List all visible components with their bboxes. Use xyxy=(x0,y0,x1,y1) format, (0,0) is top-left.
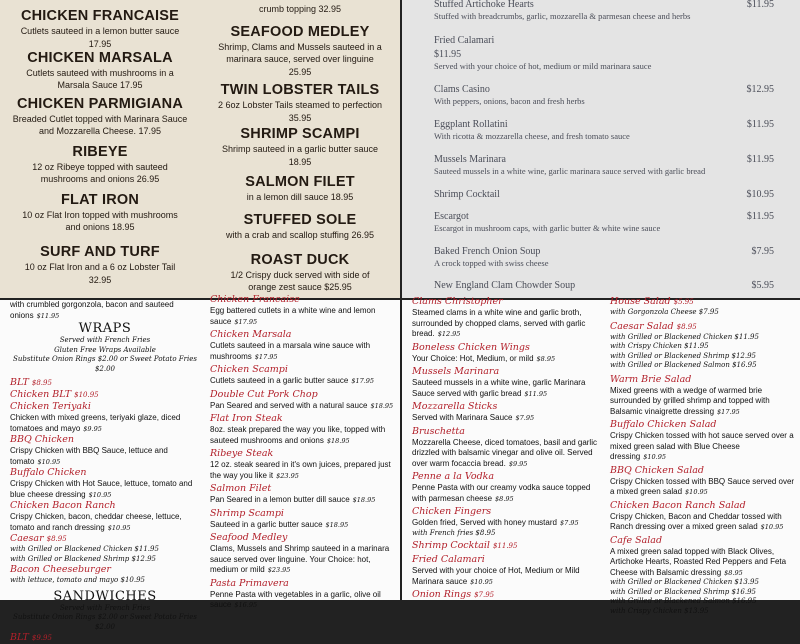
item-name: Flat Iron Steak xyxy=(210,413,283,424)
wraps-note: Served with French Fries xyxy=(59,336,151,344)
item-option: with Grilled or Blackened Shrimp $16.95 xyxy=(610,587,757,596)
sandwiches-note: Substitute Onion Rings $2.00 or Sweet Potato Fries $2.00 xyxy=(13,613,197,631)
item-name: Eggplant Rollatini xyxy=(434,119,508,130)
item-desc: Golden fried, Served with honey mustard $7.95 xyxy=(412,518,579,527)
item-desc: Crispy Chicken tossed with BBQ Sauce served over a mixed green salad $10.95 xyxy=(610,476,795,496)
menu-item xyxy=(412,471,600,504)
item-price: $12.95 xyxy=(746,84,774,95)
menu-item xyxy=(210,364,396,387)
item-name: Fried Calamari xyxy=(434,35,495,46)
item-option: with French fries $8.95 xyxy=(412,528,496,537)
item-name: Buffalo Chicken Salad xyxy=(610,419,717,430)
menu-item xyxy=(412,589,600,601)
menu-item xyxy=(210,508,396,531)
menu-item xyxy=(412,342,600,365)
item-name: New England Clam Chowder Soup xyxy=(434,280,576,291)
item-option: with Grilled or Blackened Salmon $16.95 xyxy=(610,361,757,369)
item-desc: Crispy Chicken with Hot Sauce, lettuce, tomato and blue cheese dressing $10.95 xyxy=(10,479,193,499)
item-price: $11.95 xyxy=(746,154,774,165)
item-desc: A crock topped with swiss cheese xyxy=(434,258,549,268)
item-price: $11.95 xyxy=(746,211,774,222)
item-desc: Pan Seared and served with a natural sauce $18.95 xyxy=(210,400,394,410)
item-price: $11.95 xyxy=(434,49,462,60)
item-name: Cafe Salad xyxy=(610,534,663,546)
entrees-photo xyxy=(0,0,400,298)
item-name: Chicken Teriyaki xyxy=(10,401,91,412)
item-name: Shrimp Cocktail $11.95 xyxy=(412,540,518,551)
menu-item xyxy=(202,2,398,15)
item-price: 17.95 xyxy=(88,39,112,49)
menu-item xyxy=(2,50,198,91)
menu-item xyxy=(202,212,398,241)
item-desc: with a crab and scallop stuffing 26.95 xyxy=(226,230,374,240)
item-price: $10.95 xyxy=(746,189,774,200)
item-option: with Grilled or Blackened Salmon $16.95 xyxy=(610,597,757,605)
item-option: with Grilled or Blackened Shrimp $12.95 xyxy=(10,554,157,563)
menu-item xyxy=(412,366,600,399)
wraps-note: Gluten Free Wraps Available xyxy=(54,345,156,354)
item-desc: Cutlets sauteed in a lemon butter sauce xyxy=(20,26,180,36)
item-name: Pasta Primavera xyxy=(210,577,289,589)
menu-item xyxy=(434,189,774,200)
menu-item xyxy=(434,119,774,142)
item-name: Chicken BLT $10.95 xyxy=(10,389,99,400)
item-name: Clams Christopher xyxy=(412,296,503,307)
item-desc: Served with your choice of Hot, Medium or Mild Marinara sauce $10.95 xyxy=(412,566,580,586)
item-option: with Grilled or Blackened Shrimp $12.95 xyxy=(610,351,757,360)
item-desc: A mixed green salad topped with Black Olives, Artichoke Hearts, Roasted Red Peppers and Feta Cheese with Balsamic dressing $8.95 xyxy=(610,546,787,577)
item-desc: Penne Pasta with our creamy vodka sauce topped with parmesan cheese $8.95 xyxy=(412,483,591,503)
item-desc: Penne Pasta with vegetables in a garlic, olive oil sauce $16.95 xyxy=(210,589,381,609)
appetizers-photo xyxy=(402,0,800,298)
menu-item xyxy=(202,126,398,168)
item-name: Mussels Marinara xyxy=(434,154,506,165)
item-name: Onion Rings $7.95 xyxy=(412,589,495,600)
item-name: RIBEYE xyxy=(72,144,128,160)
menu-item xyxy=(434,35,774,72)
item-name: SURF AND TURF xyxy=(40,244,160,260)
item-name: CHICKEN MARSALA xyxy=(27,50,173,66)
item-desc: 12 oz. steak seared in it's own juices, prepared just the way you like it $23.95 xyxy=(210,460,391,480)
salads-column xyxy=(610,296,796,616)
item-desc: Your Choice: Hot, Medium, or mild $8.95 xyxy=(412,353,556,363)
item-name: Chicken Fingers xyxy=(412,506,492,517)
item-desc: Shrimp sauteed in a garlic butter sauce xyxy=(221,144,379,154)
menu-item xyxy=(434,0,774,22)
menu-item xyxy=(202,252,398,293)
item-desc: 10 oz Flat Iron and a 6 oz Lobster Tail xyxy=(24,262,176,272)
item-desc: Egg battered cutlets in a white wine and lemon sauce $17.95 xyxy=(210,306,376,326)
item-price: $11.95 xyxy=(746,119,774,130)
appetizers-column xyxy=(412,296,600,603)
item-name: Caesar Salad $8.95 xyxy=(610,320,697,332)
item-name: Stuffed Artichoke Hearts xyxy=(434,0,534,10)
item-option: with Grilled or Blackened Chicken $11.95 xyxy=(10,545,159,553)
item-name: Ribeye Steak xyxy=(210,448,274,459)
item-name: Caesar $8.95 xyxy=(10,533,67,544)
item-option: with Grilled or Blackened Chicken $11.95 xyxy=(610,332,759,341)
item-desc: 2 6oz Lobster Tails steamed to perfection xyxy=(218,100,382,110)
menu-item xyxy=(2,244,198,286)
item-name: Bruschetta xyxy=(412,425,465,437)
menu-item xyxy=(210,448,396,481)
item-name: Buffalo Chicken xyxy=(10,467,87,478)
item-desc: Pan Seared in a lemon butter dill sauce $18.95 xyxy=(210,495,376,504)
item-desc: 10 oz Flat Iron topped with mushrooms and onions 18.95 xyxy=(22,210,178,232)
item-name: Double Cut Pork Chop xyxy=(210,388,318,400)
item-desc: Shrimp, Clams and Mussels sauteed in a marinara sauce, served over linguine xyxy=(218,42,382,64)
menu-item xyxy=(412,296,600,340)
item-desc: Crispy Chicken, Bacon and Cheddar tossed with Ranch dressing over a mixed green salad $10.95 xyxy=(610,511,784,531)
item-desc: Sauteed mussels in a white wine, garlic Marinara Sauce served with garlic bread $11.95 xyxy=(412,378,586,398)
item-desc: Chicken with mixed greens, teriyaki glaze, diced tomatoes and mayo $9.95 xyxy=(10,413,181,433)
item-name: Salmon Filet xyxy=(210,483,272,494)
item-desc: Stuffed with breadcrumbs, garlic, mozzarella & parmesan cheese and herbs xyxy=(434,11,691,21)
item-desc: Escargot in mushroom caps, with garlic butter & white wine sauce xyxy=(434,223,661,233)
item-name: Clams Casino xyxy=(434,84,490,95)
item-desc: 1/2 Crispy duck served with side of orange zest sauce $25.95 xyxy=(230,270,370,292)
item-desc: 8oz. steak prepared the way you like, topped with sauteed mushrooms and onions $18.95 xyxy=(210,425,386,445)
wraps-column xyxy=(10,300,200,644)
item-desc: Cutlets sauteed in a garlic butter sauce $17.95 xyxy=(210,376,375,385)
menu-item xyxy=(434,84,774,107)
item-name: Shrimp Cocktail xyxy=(434,189,500,200)
item-name: ROAST DUCK xyxy=(250,252,350,268)
item-name: Baked French Onion Soup xyxy=(434,246,541,257)
item-name: House Salad $5.95 xyxy=(610,296,694,307)
item-desc: in a lemon dill sauce 18.95 xyxy=(246,192,354,202)
entrees-column xyxy=(210,294,396,613)
menu-item xyxy=(210,578,396,611)
item-desc: With peppers, onions, bacon and fresh herbs xyxy=(434,96,585,106)
menu-item xyxy=(2,96,198,137)
lunch-menu-photo xyxy=(0,294,400,643)
menu-item xyxy=(210,532,396,576)
wraps-heading: WRAPS xyxy=(78,321,132,336)
item-desc: 12 oz Ribeye topped with sauteed mushrooms and onions 26.95 xyxy=(32,162,168,184)
lunch-menu-photo-2 xyxy=(402,296,800,615)
item-desc: Clams, Mussels and Shrimp sauteed in a marinara sauce served over linguine. Your Choice: hot, medium or mild $23.95 xyxy=(210,544,390,574)
item-price: 35.95 xyxy=(288,113,312,123)
menu-item xyxy=(412,506,600,538)
item-name: Mozzarella Sticks xyxy=(412,401,498,412)
item-name: Mussels Marinara xyxy=(412,366,500,377)
menu-item xyxy=(412,554,600,587)
menu-item xyxy=(434,280,774,291)
item-name: BLT $8.95 xyxy=(10,377,52,388)
item-option: with Gorgonzola Cheese $7.95 xyxy=(610,308,719,316)
menu-item xyxy=(210,329,396,362)
item-name: SALMON FILET xyxy=(245,174,355,190)
item-name: BBQ Chicken Salad xyxy=(610,464,704,476)
menu-item xyxy=(412,540,600,552)
item-price: $11.95 xyxy=(746,0,774,10)
item-desc: Crispy Chicken tossed with hot sauce served over a mixed green salad with Blue Cheese dressing $10.95 xyxy=(610,431,794,461)
item-price: $7.95 xyxy=(751,246,774,257)
item-name: Chicken Bacon Ranch xyxy=(10,500,116,511)
menu-item xyxy=(210,413,396,446)
item-price: 25.95 xyxy=(288,67,312,77)
item-name: Escargot xyxy=(434,211,469,222)
menu-item xyxy=(210,294,396,327)
item-desc: Crispy Chicken, bacon, cheddar cheese, lettuce, tomato and ranch dressing $10.95 xyxy=(10,512,182,532)
item-name: Seafood Medley xyxy=(210,532,288,543)
item-name: SHRIMP SCAMPI xyxy=(240,126,360,142)
wraps-note: Substitute Onion Rings $2.00 or Sweet Potato Fries $2.00 xyxy=(13,355,197,373)
item-desc: Served with Marinara Sauce $7.95 xyxy=(412,413,535,422)
item-name: Shrimp Scampi xyxy=(210,507,284,519)
item-name: FLAT IRON xyxy=(60,192,140,208)
item-name: Warm Brie Salad xyxy=(610,373,692,385)
menu-item xyxy=(210,389,396,412)
item-desc: Steamed clams in a white wine and garlic broth, surrounded by chopped clams, served with garlic bread. $12.95 xyxy=(412,308,586,338)
item-desc: Sauteed in a garlic butter sauce $18.95 xyxy=(210,519,349,529)
menu-item xyxy=(2,144,198,185)
sandwiches-note: Served with French Fries xyxy=(59,603,151,612)
item-name: BBQ Chicken xyxy=(10,434,75,445)
item-name: Boneless Chicken Wings xyxy=(412,341,530,353)
item-name: SEAFOOD MEDLEY xyxy=(230,24,370,40)
item-name: Chicken Marsala xyxy=(210,329,292,340)
item-desc: Cutlets sauteed in a marsala wine sauce with mushrooms $17.95 xyxy=(210,341,371,361)
item-price: 32.95 xyxy=(88,275,112,285)
item-desc: Mixed greens with a wedge of warmed brie surrounded by grilled shrimp and topped with Balsamic vinaigrette dressing $17.95 xyxy=(610,385,770,416)
item-price: 18.95 xyxy=(288,157,312,167)
menu-item xyxy=(210,483,396,506)
item-name: Bacon Cheeseburger xyxy=(10,564,111,575)
menu-item xyxy=(434,211,774,234)
menu-item xyxy=(434,154,774,177)
menu-item xyxy=(434,246,774,269)
menu-item xyxy=(2,8,198,50)
item-name: Chicken Francaise xyxy=(210,294,300,305)
item-desc: Breaded Cutlet topped with Marinara Sauce and Mozzarella Cheese. 17.95 xyxy=(12,114,188,136)
item-option: with Crispy Chicken $13.95 xyxy=(610,606,709,615)
item-desc: Sauteed mussels in a white wine, garlic marinara sauce served with garlic bread xyxy=(434,166,706,176)
item-name: BLT $9.95 xyxy=(10,632,52,643)
item-name: Chicken Bacon Ranch Salad xyxy=(610,499,746,511)
menu-item xyxy=(202,82,398,124)
item-name: Chicken Scampi xyxy=(210,364,288,375)
item-price: $5.95 xyxy=(751,280,774,291)
item-desc: with crumbled gorgonzola, bacon and sauteed onions $11.95 xyxy=(10,300,174,320)
item-desc: With ricotta & mozzarella cheese, and fresh tomato sauce xyxy=(434,131,630,141)
item-desc: crumb topping 32.95 xyxy=(258,4,342,14)
item-option: with Crispy Chicken $11.95 xyxy=(610,342,709,350)
item-name: CHICKEN FRANCAISE xyxy=(20,8,180,24)
item-name: STUFFED SOLE xyxy=(243,212,357,228)
menu-item xyxy=(202,24,398,78)
item-name: TWIN LOBSTER TAILS xyxy=(220,82,380,98)
item-option: with Grilled or Blackened Chicken $13.95 xyxy=(610,578,759,586)
menu-item xyxy=(202,174,398,203)
item-desc: Mozzarella Cheese, diced tomatoes, basil and garlic drizzled with balsamic vinegar and olive oil. Served over warm focaccia bread. $9.95 xyxy=(412,437,597,468)
item-option: with lettuce, tomato and mayo $10.95 xyxy=(10,576,145,584)
item-name: Penne a la Vodka xyxy=(412,471,495,482)
item-name: CHICKEN PARMIGIANA xyxy=(16,96,184,112)
item-desc: Served with your choice of hot, medium or mild marinara sauce xyxy=(434,61,652,71)
item-name: Fried Calamari xyxy=(412,554,485,565)
sandwiches-heading: SANDWICHES xyxy=(53,588,157,604)
menu-item xyxy=(2,192,198,233)
item-desc: Cutlets sauteed with mushrooms in a Marsala Sauce 17.95 xyxy=(26,68,174,90)
item-desc: Crispy Chicken with BBQ Sauce, lettuce and tomato $10.95 xyxy=(10,446,168,466)
menu-item xyxy=(412,426,600,470)
menu-item xyxy=(412,401,600,424)
